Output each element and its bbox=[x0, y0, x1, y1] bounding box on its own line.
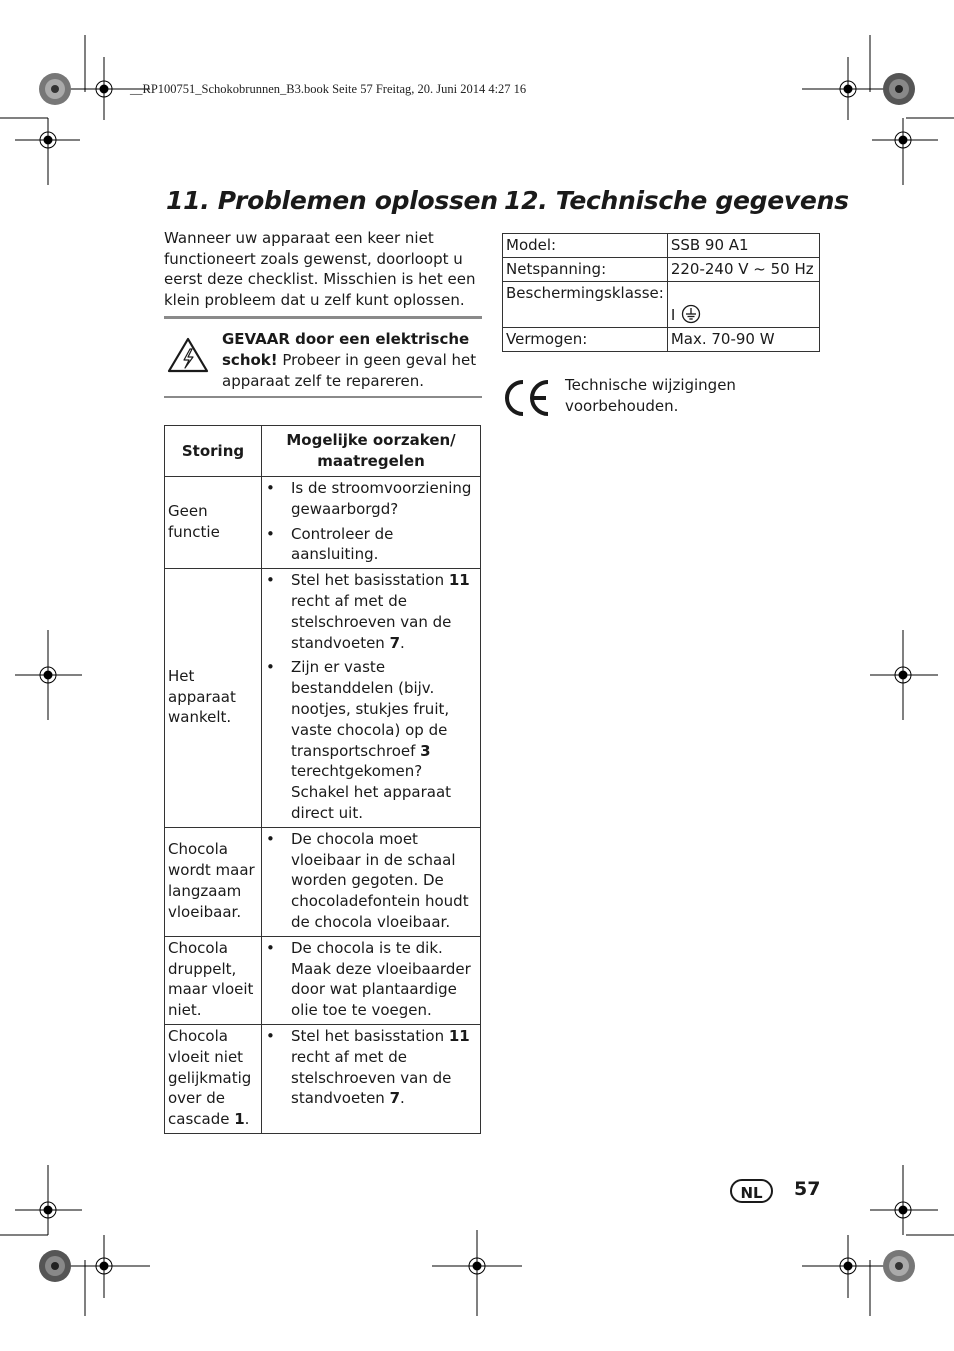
spec-value-cell bbox=[667, 282, 819, 328]
part-reference: 3 bbox=[420, 741, 431, 760]
spec-label: Beschermingsklasse: bbox=[503, 282, 668, 328]
causes-list bbox=[265, 478, 476, 565]
causes-list bbox=[265, 1026, 476, 1109]
section-title-troubleshooting: 11. Problemen oplossen bbox=[166, 186, 498, 215]
cause-text: recht af met de stelschroeven van de standvoeten bbox=[291, 1047, 452, 1108]
cause-item bbox=[265, 570, 476, 653]
cause-item bbox=[265, 1026, 476, 1109]
warning-top-rule bbox=[164, 316, 482, 319]
cause-text: recht af met de stelschroeven van de standvoeten bbox=[291, 591, 452, 652]
electric-shock-warning-icon bbox=[166, 336, 210, 378]
warning-text bbox=[222, 329, 484, 392]
causes-list bbox=[265, 829, 476, 933]
causes-cell bbox=[262, 936, 481, 1024]
causes-cell bbox=[262, 477, 481, 569]
cause-text: . bbox=[400, 1089, 405, 1108]
part-reference: 7 bbox=[389, 633, 401, 652]
cause-text: De chocola moet vloeibaar in de schaal worden gegoten. De chocoladefontein houdt de chocola vloeibaar. bbox=[291, 829, 469, 931]
cause-item bbox=[265, 657, 476, 823]
causes-cell bbox=[262, 827, 481, 936]
cause-item bbox=[265, 829, 476, 933]
part-reference: 11 bbox=[448, 571, 470, 590]
language-badge: NL bbox=[730, 1179, 773, 1203]
column-header-fault: Storing bbox=[165, 426, 262, 477]
spec-row bbox=[503, 328, 820, 352]
cause-item bbox=[265, 938, 476, 1021]
table-row bbox=[165, 827, 481, 936]
protective-earth-icon bbox=[681, 304, 701, 324]
fault-text: Geen functie bbox=[168, 501, 220, 541]
fault-text-end: . bbox=[244, 1110, 250, 1129]
fault-cell bbox=[165, 827, 262, 936]
technical-data-table bbox=[502, 233, 820, 352]
cause-text: Is de stroomvoorziening gewaarborgd? bbox=[291, 479, 472, 518]
causes-cell bbox=[262, 1024, 481, 1133]
fault-text: Chocola wordt maar langzaam vloeibaar. bbox=[168, 840, 255, 921]
part-reference: 11 bbox=[448, 1026, 470, 1045]
spec-value-cell bbox=[667, 328, 819, 352]
warning-body: Probeer in geen geval het apparaat zelf te repareren. bbox=[222, 351, 477, 390]
spec-label: Model: bbox=[503, 234, 668, 258]
cause-text: De chocola is te dik. Maak deze vloeibaarder door wat plantaardige olie toe te voegen. bbox=[291, 938, 471, 1020]
causes-list bbox=[265, 570, 476, 824]
cause-text: Controleer de aansluiting. bbox=[291, 524, 394, 564]
spec-row bbox=[503, 282, 820, 328]
spec-label: Netspanning: bbox=[503, 258, 668, 282]
table-header-row bbox=[165, 426, 481, 477]
spec-value: I bbox=[670, 306, 676, 324]
troubleshooting-intro: Wanneer uw apparaat een keer niet functioneert zoals gewenst, doorloopt u eerst deze checklist. Misschien is het een klein probleem dat u zelf kunt oplossen. bbox=[164, 229, 476, 309]
spec-row bbox=[503, 234, 820, 258]
cause-text: Stel het basisstation bbox=[291, 1026, 449, 1045]
spec-row bbox=[503, 258, 820, 282]
fault-cell bbox=[165, 569, 262, 828]
cause-text: . bbox=[400, 633, 405, 652]
fault-text: Chocola druppelt, maar vloeit niet. bbox=[168, 938, 254, 1020]
fault-text: Chocola vloeit niet gelijkmatig over de cascade bbox=[168, 1026, 252, 1129]
table-row bbox=[165, 1024, 481, 1133]
ce-note: Technische wijzigingen voorbehouden. bbox=[565, 376, 736, 415]
part-reference: 7 bbox=[389, 1089, 401, 1108]
spec-label: Vermogen: bbox=[503, 328, 668, 352]
fault-text: Het apparaat wankelt. bbox=[168, 666, 236, 727]
fault-cell bbox=[165, 477, 262, 569]
print-header: __RP100751_Schokobrunnen_B3.book Seite 57 Freitag, 20. Juni 2014 4:27 16 bbox=[130, 82, 527, 96]
cause-text: Zijn er vaste bestanddelen (bijv. nootjes, stukjes fruit, vaste chocola) op de transportschroef bbox=[291, 658, 450, 760]
cause-item bbox=[265, 524, 476, 566]
spec-value-cell bbox=[667, 258, 819, 282]
troubleshooting-table bbox=[164, 425, 481, 1134]
spec-value-cell bbox=[667, 234, 819, 258]
spec-value: Max. 70-90 W bbox=[670, 330, 775, 348]
causes-cell bbox=[262, 569, 481, 828]
cause-item bbox=[265, 478, 476, 520]
table-row bbox=[165, 569, 481, 828]
causes-list bbox=[265, 938, 476, 1021]
spec-value: SSB 90 A1 bbox=[670, 236, 749, 254]
ce-mark-icon bbox=[502, 378, 552, 422]
cause-text: terechtgekomen? Schakel het apparaat direct uit. bbox=[291, 762, 452, 822]
warning-strong: GEVAAR door een elektrische schok! bbox=[222, 330, 470, 369]
spec-value: 220-240 V ~ 50 Hz bbox=[670, 260, 814, 278]
page-number: 57 bbox=[794, 1178, 821, 1200]
fault-cell bbox=[165, 936, 262, 1024]
table-row bbox=[165, 477, 481, 569]
column-header-causes: Mogelijke oorzaken/ maatregelen bbox=[262, 426, 481, 477]
cause-text: Stel het basisstation bbox=[291, 571, 449, 590]
section-title-technical-data: 12. Technische gegevens bbox=[504, 186, 849, 215]
fault-part-reference: 1 bbox=[234, 1110, 245, 1129]
fault-cell bbox=[165, 1024, 262, 1133]
table-row bbox=[165, 936, 481, 1024]
warning-bottom-rule bbox=[164, 396, 482, 398]
